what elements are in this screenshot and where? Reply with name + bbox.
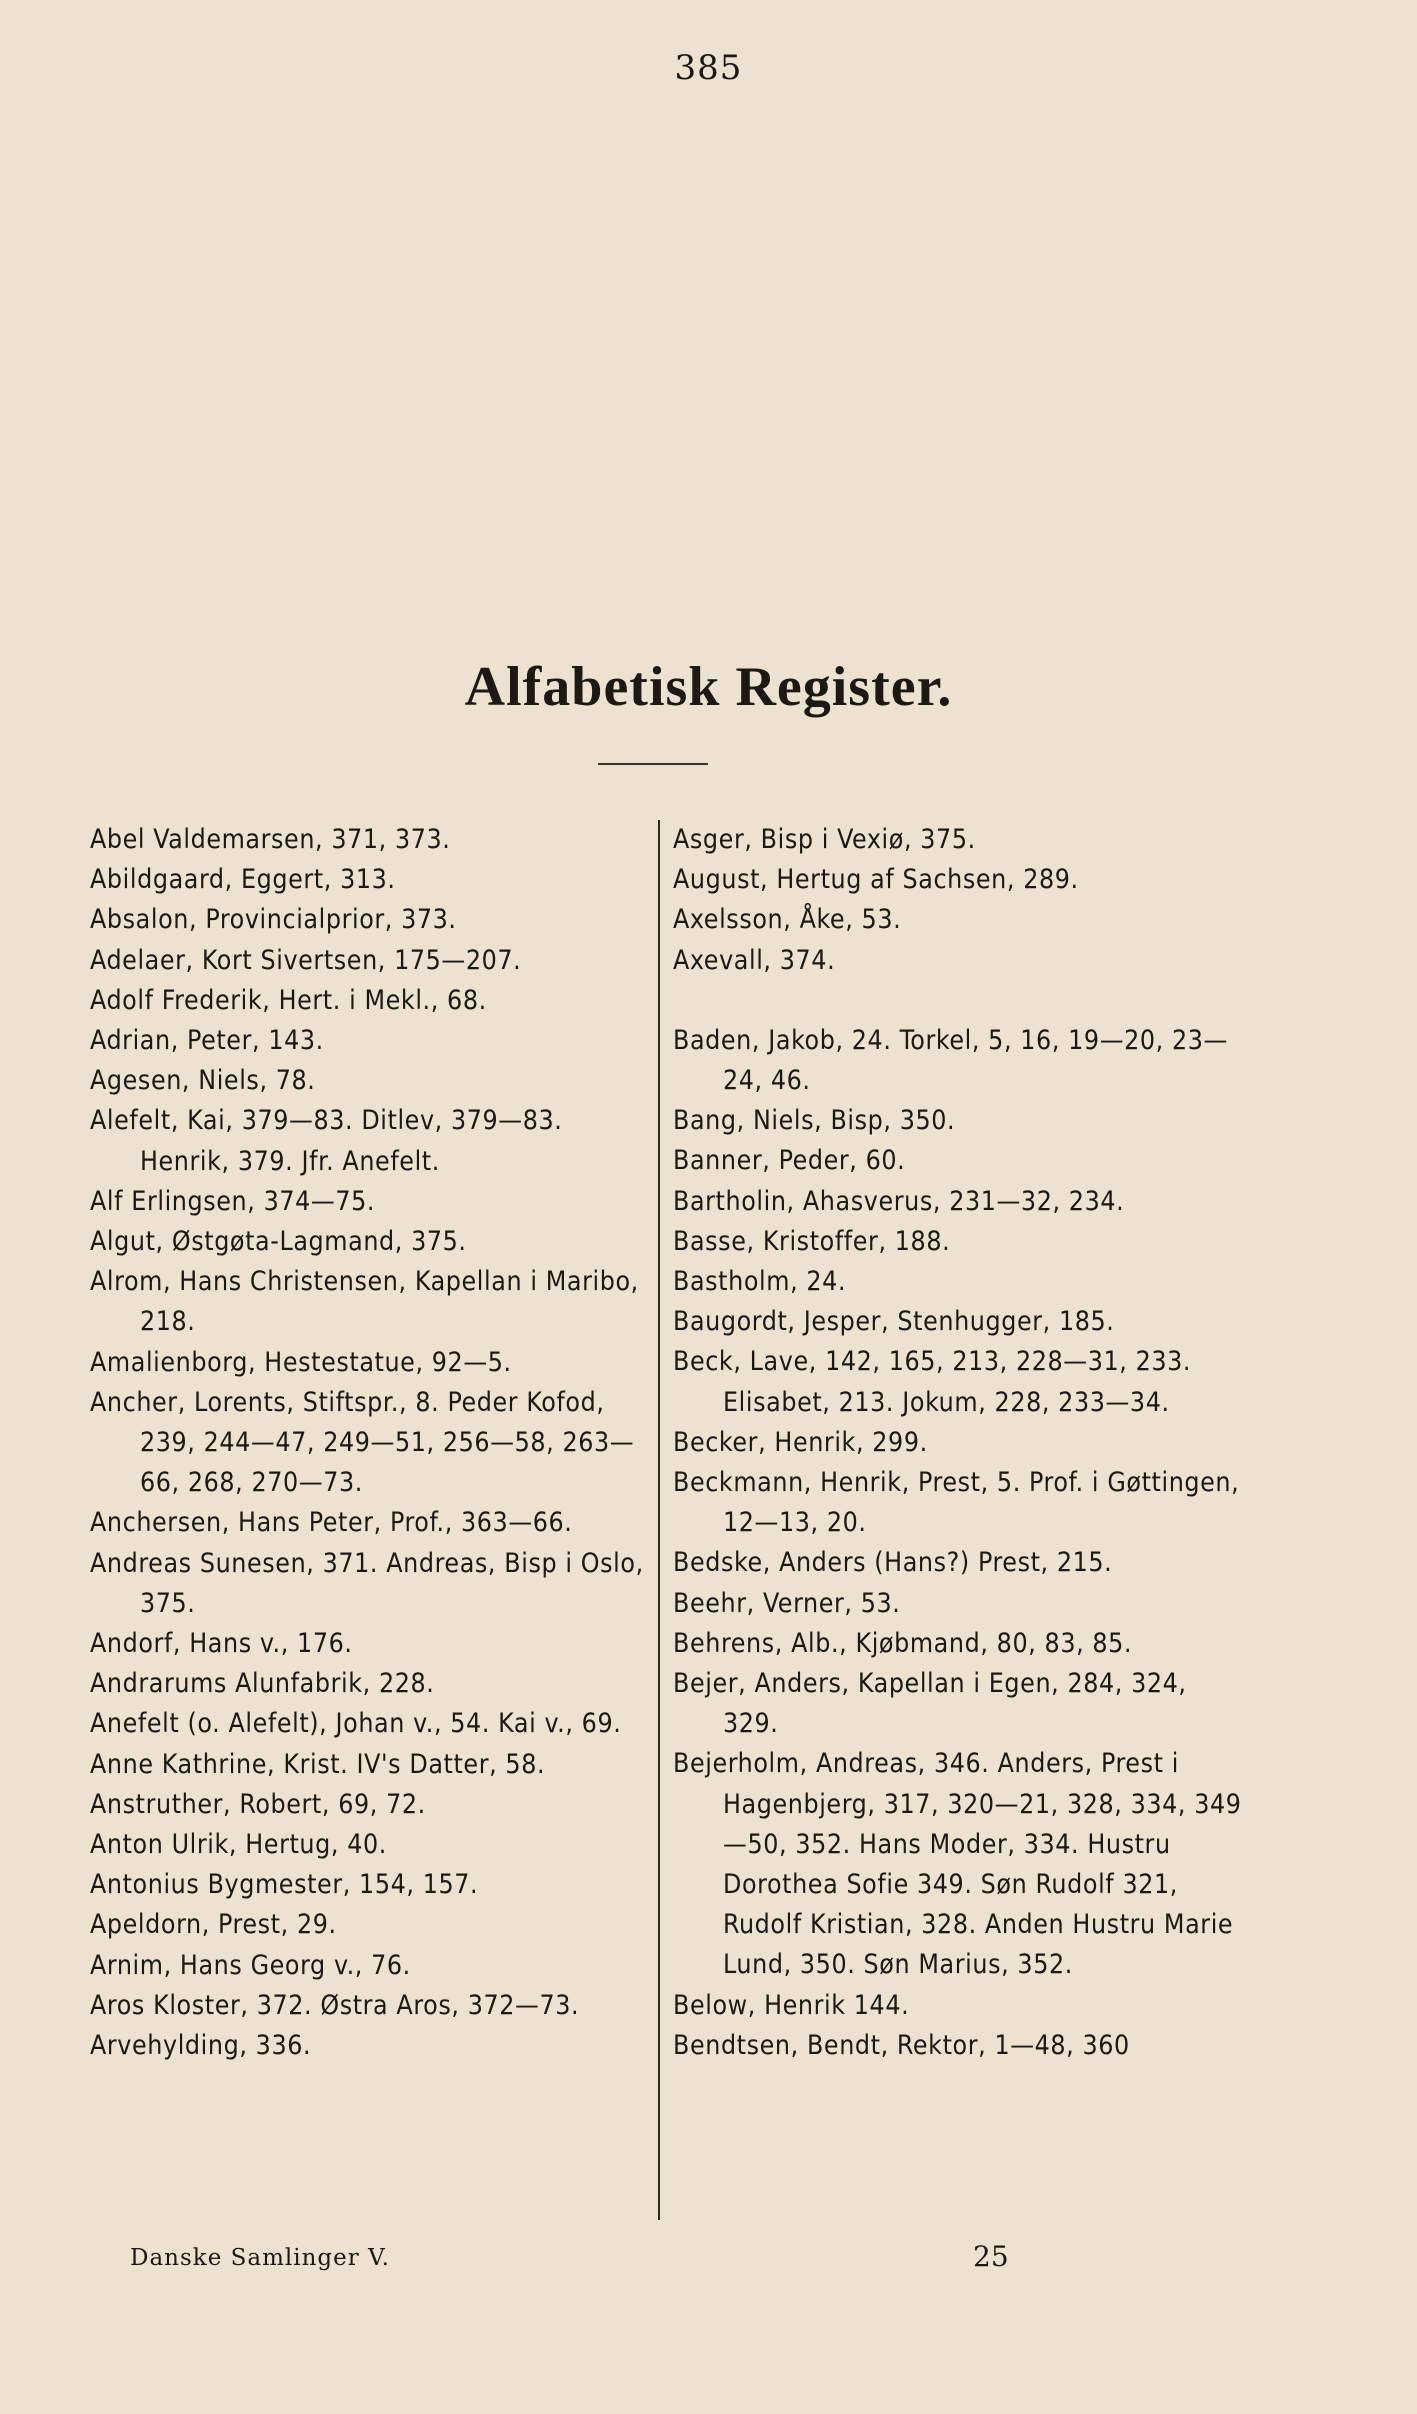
page-title: Alfabetisk Register. (464, 656, 953, 718)
register-entry: Axelsson, Åke, 53. (673, 904, 902, 936)
left-column (90, 820, 650, 2066)
register-entry: Agesen, Niels, 78. (90, 1065, 316, 1097)
register-entry: Bedske, Anders (Hans?) Prest, 215. (673, 1547, 1113, 1579)
register-entry: Bartholin, Ahasverus, 231—32, 234. (673, 1185, 1125, 1217)
register-entry: Abildgaard, Eggert, 313. (90, 864, 396, 896)
register-entry: Arvehylding, 336. (90, 2030, 312, 2062)
register-entry: Anefelt (o. Alefelt), Johan v., 54. Kai v., 69. (90, 1708, 622, 1740)
register-entry: Basse, Kristoffer, 188. (673, 1225, 951, 1257)
register-entry: Ancher, Lorents, Stiftspr., 8. Peder Kofod, 239, 244—47, 249—51, 256—58, 263—66, 268, 270—73. (90, 1386, 635, 1499)
register-entry: Amalienborg, Hestestatue, 92—5. (90, 1346, 512, 1378)
register-entry: Alrom, Hans Christensen, Kapellan i Maribo, 218. (90, 1266, 639, 1338)
register-entry: Adrian, Peter, 143. (90, 1025, 324, 1057)
register-entry: August, Hertug af Sachsen, 289. (673, 864, 1079, 896)
register-entry: Aros Kloster, 372. Østra Aros, 372—73. (90, 1989, 580, 2021)
register-entry: Bejerholm, Andreas, 346. Anders, Prest i Hagenbjerg, 317, 320—21, 328, 334, 349—50, 352. Hans Moder, 334. Hustru Dorothea Sofie 349. Søn Rudolf 321, Rudolf Kristian, 328. Anden Hustru Marie Lund, 350. Søn Marius, 352. (673, 1748, 1242, 1981)
page-number: 385 (674, 48, 743, 88)
register-entry: Baden, Jakob, 24. Torkel, 5, 16, 19—20, 23—24, 46. (673, 1024, 1228, 1097)
register-entry: Beckmann, Henrik, Prest, 5. Prof. i Gøttingen, 12—13, 20. (673, 1467, 1240, 1539)
register-entry: Banner, Peder, 60. (673, 1145, 906, 1177)
register-entry: Adolf Frederik, Hert. i Mekl., 68. (90, 984, 487, 1016)
letter-section-gap (673, 981, 1248, 1021)
register-entry: Arnim, Hans Georg v., 76. (90, 1949, 411, 1981)
register-entry: Below, Henrik 144. (673, 1989, 910, 2021)
register-entry: Adelaer, Kort Sivertsen, 175—207. (90, 944, 522, 976)
title-rule (598, 763, 708, 765)
register-entry: Baugordt, Jesper, Stenhugger, 185. (673, 1306, 1115, 1338)
register-entry: Algut, Østgøta-Lagmand, 375. (90, 1226, 467, 1258)
column-divider (658, 820, 660, 2220)
register-entry: Bejer, Anders, Kapellan i Egen, 284, 324, 329. (673, 1668, 1187, 1740)
register-entry: Alefelt, Kai, 379—83. Ditlev, 379—83. Henrik, 379. Jfr. Anefelt. (90, 1105, 563, 1177)
register-entry: Andreas Sunesen, 371. Andreas, Bisp i Oslo, 375. (90, 1547, 644, 1619)
register-entry: Apeldorn, Prest, 29. (90, 1909, 337, 1941)
register-entry: Anchersen, Hans Peter, Prof., 363—66. (90, 1507, 573, 1539)
register-entry: Andrarums Alunfabrik, 228. (90, 1668, 435, 1700)
signature-mark: Danske Samlinger V. (130, 2245, 390, 2271)
register-entry: Abel Valdemarsen, 371, 373. (90, 824, 451, 855)
register-entry: Anton Ulrik, Hertug, 40. (90, 1829, 387, 1861)
register-entry: Behrens, Alb., Kjøbmand, 80, 83, 85. (673, 1627, 1133, 1659)
register-entry: Absalon, Provincialprior, 373. (90, 904, 457, 936)
register-entry: Bastholm, 24. (673, 1266, 847, 1298)
register-entry: Axevall, 374. (673, 944, 836, 976)
sheet-number: 25 (973, 2240, 1009, 2273)
register-entry: Anstruther, Robert, 69, 72. (90, 1788, 426, 1820)
register-entry: Bendtsen, Bendt, Rektor, 1—48, 360 (673, 2029, 1130, 2061)
register-entry: Antonius Bygmester, 154, 157. (90, 1869, 479, 1901)
register-entry: Beck, Lave, 142, 165, 213, 228—31, 233. Elisabet, 213. Jokum, 228, 233—34. (673, 1346, 1192, 1418)
register-entry: Andorf, Hans v., 176. (90, 1628, 353, 1660)
right-column (673, 820, 1248, 2066)
register-entry: Becker, Henrik, 299. (673, 1426, 928, 1458)
register-entry: Alf Erlingsen, 374—75. (90, 1185, 376, 1217)
register-entry: Asger, Bisp i Vexiø, 375. (673, 824, 976, 855)
register-entry: Beehr, Verner, 53. (673, 1587, 901, 1619)
register-entry: Anne Kathrine, Krist. IV's Datter, 58. (90, 1748, 546, 1780)
register-entry: Bang, Niels, Bisp, 350. (673, 1105, 956, 1137)
